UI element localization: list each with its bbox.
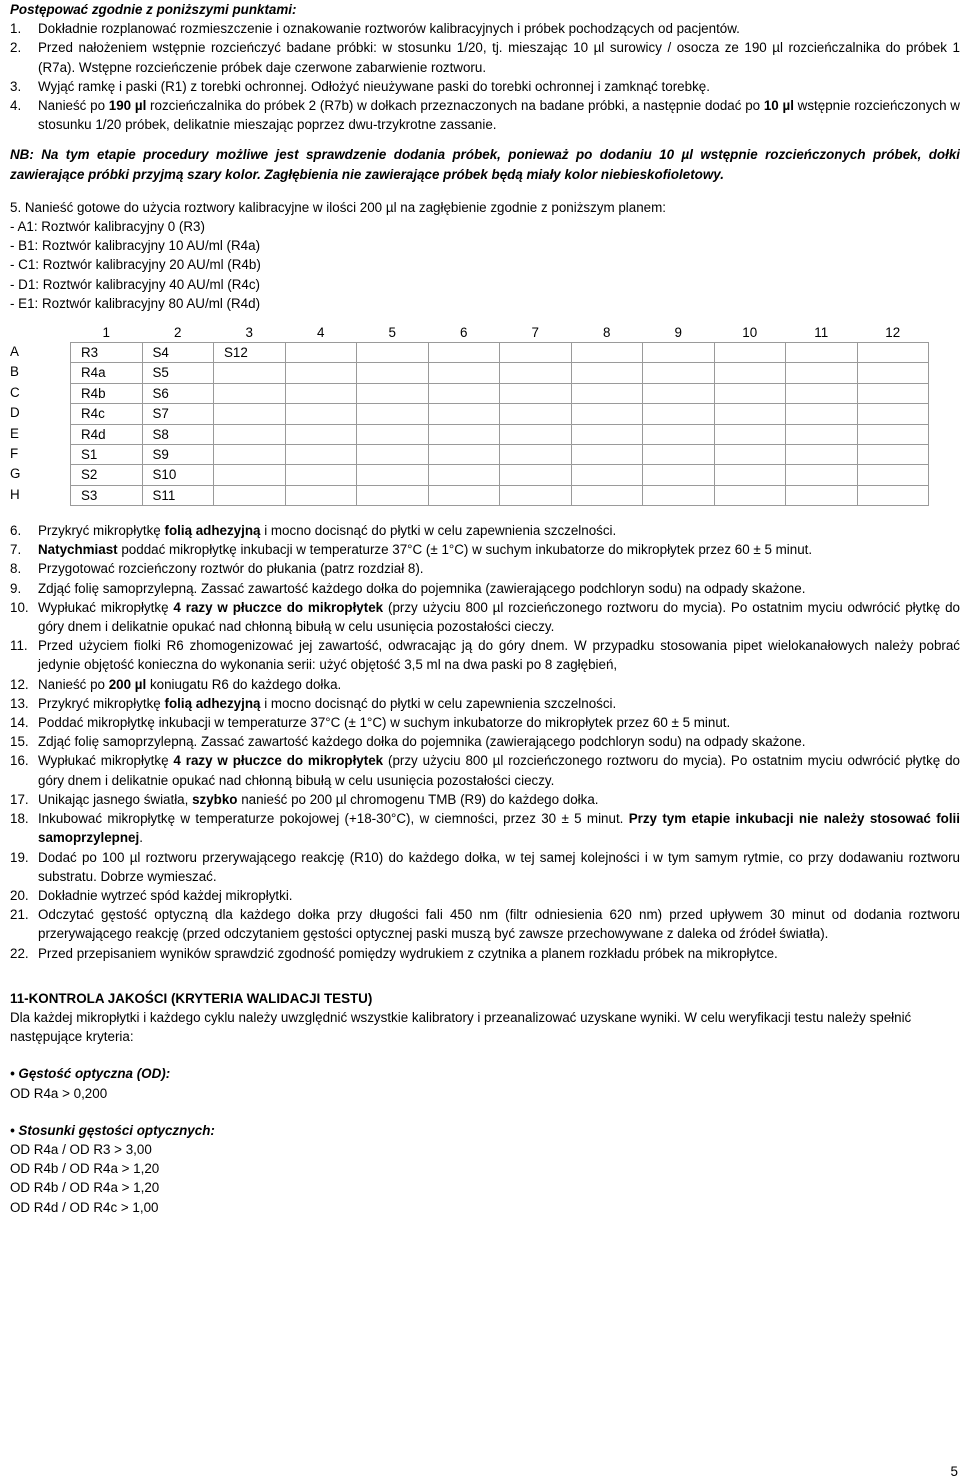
step-text: Przygotować rozcieńczony roztwór do płukania (patrz rozdział 8). (38, 561, 424, 577)
step-number: 10. (10, 599, 29, 615)
plate-well (857, 383, 929, 403)
row-label: E (10, 425, 19, 441)
plate-well (214, 363, 286, 383)
plate-well (786, 404, 858, 424)
plate-well (857, 465, 929, 485)
step-5 (10, 198, 960, 313)
od-values (10, 1084, 960, 1103)
od-value: OD R4a > 0,200 (10, 1085, 108, 1101)
plate-well (214, 485, 286, 505)
ratio-value: OD R4d / OD R4c > 1,00 (10, 1199, 159, 1215)
step-item (10, 675, 960, 694)
column-header: 9 (674, 325, 682, 341)
step-text: Nanieść po (38, 676, 109, 692)
step-item (10, 540, 960, 559)
column-header: 10 (742, 325, 758, 341)
step-text: Unikając jasnego światła, (38, 791, 193, 807)
step-number: 6. (10, 523, 22, 539)
calibrator-item: - D1: Roztwór kalibracyjny 40 AU/ml (R4c) (10, 276, 261, 292)
plate-well: S2 (71, 465, 143, 485)
step-number: 18. (10, 811, 29, 827)
plate-well (714, 383, 786, 403)
plate-well: S9 (142, 445, 214, 465)
step-item (10, 751, 960, 789)
step-number: 3. (10, 78, 22, 94)
step-text: (przy użyciu 800 µl rozcieńczonego roztworu do mycia). Po ostatnim myciu odwrócić płytkę do góry dnem i delikatnie opukać nad chłonną bibułą w celu usunięcia pozostałości cieczy. (38, 599, 960, 635)
plate-well (285, 363, 357, 383)
plate-well (500, 363, 572, 383)
row-label: A (10, 344, 19, 360)
od-title: • Gęstość optyczna (OD): (10, 1066, 171, 1082)
ratio-title: • Stosunki gęstości optycznych: (10, 1122, 215, 1138)
step-text: Przykryć mikropłytkę (38, 695, 165, 711)
plate-well: R4a (71, 363, 143, 383)
plate-well (857, 363, 929, 383)
plate-well (786, 424, 858, 444)
step-item (10, 636, 960, 674)
plate-well (571, 424, 643, 444)
plate-well (428, 485, 500, 505)
step-text: Zdjąć folię samoprzylepną. Zassać zawartość każdego dołka do pojemnika (zawierającego podchloryn sodu) na odpady skażone. (38, 734, 806, 750)
plate-well (357, 445, 429, 465)
column-header: 7 (531, 325, 539, 341)
steps-list-a (10, 19, 960, 96)
plate-well (643, 363, 715, 383)
step-text: Dokładnie rozplanować rozmieszczenie i oznakowanie roztworów kalibracyjnych i próbek pochodzących od pacjentów. (38, 21, 740, 37)
step-item (10, 905, 960, 943)
step-text: koniugatu R6 do każdego dołka. (146, 676, 342, 692)
step-number: 9. (10, 580, 22, 596)
plate-well (571, 445, 643, 465)
steps-list-b (10, 521, 960, 963)
plate-well: R3 (71, 343, 143, 363)
plate-well (285, 383, 357, 403)
plate-well (214, 383, 286, 403)
column-header: 3 (245, 325, 253, 341)
section-title: 11-KONTROLA JAKOŚCI (KRYTERIA WALIDACJI TESTU) (10, 990, 373, 1006)
step-item (10, 579, 960, 598)
plate-well (500, 445, 572, 465)
plate-well (285, 485, 357, 505)
plate-well (643, 485, 715, 505)
step-4-text: wstępnie rozcieńczonych w stosunku 1/20 próbek, delikatnie mieszając poprzez dwu-trzykrotne zassanie. (38, 98, 960, 133)
step-text: . (139, 830, 143, 846)
document-page (10, 0, 960, 1217)
step-4-item (10, 96, 960, 134)
plate-well (643, 404, 715, 424)
step-text: Przykryć mikropłytkę (38, 523, 165, 539)
plate-well (714, 424, 786, 444)
plate-well (571, 485, 643, 505)
plate-row (71, 363, 929, 383)
step-text-bold: Przy tym etapie inkubacji nie należy stosować folii samoprzylepnej (38, 811, 960, 846)
plate-well (500, 465, 572, 485)
plate-well (786, 445, 858, 465)
plate-grid (70, 323, 929, 506)
step-item (10, 521, 960, 540)
plate-well (500, 485, 572, 505)
step-number: 22. (10, 945, 29, 961)
plate-well (500, 424, 572, 444)
plate-well (571, 343, 643, 363)
ratio-criteria (10, 1121, 960, 1217)
plate-well (571, 465, 643, 485)
step-text: Dodać po 100 µl roztworu przerywającego reakcję (R10) do każdego dołka, w tej samej kolejności i w tym samym rytmie, co przy dodawaniu roztworu substratu. Dobrze wymieszać. (38, 849, 960, 884)
step-4-bold: 190 µl (108, 98, 147, 114)
plate-well (285, 424, 357, 444)
step-text: i mocno docisnąć do płytki w celu zapewnienia szczelności. (260, 523, 617, 539)
plate-well (714, 465, 786, 485)
plate-well (857, 445, 929, 465)
plate-well: R4b (71, 383, 143, 403)
step-item (10, 848, 960, 886)
plate-well (500, 383, 572, 403)
plate-well (643, 343, 715, 363)
row-label: D (10, 405, 20, 421)
step-text: Wypłukać mikropłytkę (38, 753, 174, 769)
plate-well (857, 343, 929, 363)
calibrator-item: - C1: Roztwór kalibracyjny 20 AU/ml (R4b) (10, 257, 261, 273)
step-item (10, 944, 960, 963)
step-text: Przed użyciem fiolki R6 zhomogenizować jej zawartość, odwracając ją do góry dnem. W przypadku stosowania pipet wielokanałowych należy pobrać jedynie objętość konieczna do wykonania serii: użyć objętość 3,5 ml na dwa paski po 8 zagłębień, (38, 638, 960, 673)
plate-well (357, 363, 429, 383)
plate-well: S11 (142, 485, 214, 505)
row-label: C (10, 384, 20, 400)
plate-well (428, 383, 500, 403)
calibrator-item: - A1: Roztwór kalibracyjny 0 (R3) (10, 219, 205, 235)
plate-well (285, 465, 357, 485)
od-criteria (10, 1064, 960, 1102)
plate-well (428, 445, 500, 465)
plate-well (571, 363, 643, 383)
plate-well (643, 383, 715, 403)
column-header: 5 (388, 325, 396, 341)
plate-well (714, 485, 786, 505)
plate-well (714, 363, 786, 383)
step-number: 1. (10, 21, 22, 37)
page-number: 5 (950, 1464, 958, 1479)
plate-well: S12 (214, 343, 286, 363)
plate-well (214, 445, 286, 465)
plate-well (357, 485, 429, 505)
step-item (10, 694, 960, 713)
plate-well (857, 485, 929, 505)
plate-well (357, 383, 429, 403)
column-header: 11 (814, 325, 829, 341)
ratio-values (10, 1140, 960, 1217)
plate-well (357, 404, 429, 424)
step-4-text: Nanieść po (38, 98, 109, 114)
plate-well: S5 (142, 363, 214, 383)
plate-well: S4 (142, 343, 214, 363)
calibrator-item: - E1: Roztwór kalibracyjny 80 AU/ml (R4d) (10, 295, 261, 311)
column-header: 1 (102, 325, 110, 341)
plate-well (500, 343, 572, 363)
step-text-bold: folią adhezyjną (164, 523, 261, 539)
plate-well (571, 383, 643, 403)
step-4-bold: 10 µl (763, 98, 794, 114)
plate-well (857, 404, 929, 424)
step-item (10, 886, 960, 905)
step-number: 12. (10, 676, 29, 692)
step-number: 15. (10, 734, 29, 750)
row-label: G (10, 466, 21, 482)
plate-well (214, 404, 286, 424)
plate-well: R4d (71, 424, 143, 444)
plate-well (714, 404, 786, 424)
plate-well (786, 343, 858, 363)
plate-well (643, 424, 715, 444)
step-number: 14. (10, 715, 29, 731)
step-text: Odczytać gęstość optyczną dla każdego dołka przy długości fali 450 nm (filtr odniesienia 620 nm) przed upływem 30 minut od dodania roztworu przerywającego reakcję (przed odczytaniem gęstości optycznej paski muszą być zawsze przechowywane z daleka od źródeł światła). (38, 907, 960, 942)
plate-well (500, 404, 572, 424)
step-text-bold: 200 µl (108, 676, 147, 692)
plate-row (71, 383, 929, 403)
step-number: 19. (10, 849, 29, 865)
step-text: poddać mikropłytkę inkubacji w temperaturze 37°C (± 1°C) w suchym inkubatorze do mikropłytek przez 60 ± 5 minut. (117, 542, 813, 558)
step-number: 7. (10, 542, 22, 558)
column-header: 2 (174, 325, 182, 341)
step-item (10, 598, 960, 636)
step-text: Poddać mikropłytkę inkubacji w temperaturze 37°C (± 1°C) w suchym inkubatorze do mikropłytek przez 60 ± 5 minut. (38, 715, 731, 731)
step-number: 4. (10, 98, 22, 114)
plate-well (357, 424, 429, 444)
plate-well (214, 465, 286, 485)
step-text-bold: Natychmiast (38, 542, 118, 558)
plate-row (71, 485, 929, 505)
plate-well (214, 424, 286, 444)
plate-well (428, 424, 500, 444)
step-item (10, 77, 960, 96)
ratio-value: OD R4b / OD R4a > 1,20 (10, 1180, 160, 1196)
step-4-text: rozcieńczalnika do próbek 2 (R7b) w dołkach przeznaczonych na badane próbki, a następnie dodać po (146, 98, 764, 114)
plate-well (714, 343, 786, 363)
step-item (10, 19, 960, 38)
plate-well (285, 404, 357, 424)
plate-row (71, 424, 929, 444)
step-item (10, 559, 960, 578)
plate-well (428, 404, 500, 424)
plate-row (71, 343, 929, 363)
step-text: Przed przepisaniem wyników sprawdzić zgodność pomiędzy wydrukiem z czytnika a planem rozkładu próbek na mikropłytce. (38, 945, 778, 961)
column-header: 12 (885, 325, 901, 341)
step-text-bold: 4 razy w płuczce do mikropłytek (173, 753, 384, 769)
plate-row-labels (10, 342, 50, 505)
step-text: (przy użyciu 800 µl rozcieńczonego roztworu do mycia). Po ostatnim myciu odwrócić płytkę do góry dnem i delikatnie opukać nad chłonną bibułą w celu usunięcia pozostałości cieczy. (38, 753, 960, 788)
step-item (10, 809, 960, 847)
plate-well: R4c (71, 404, 143, 424)
plate-well (643, 445, 715, 465)
step-item (10, 713, 960, 732)
plate-well (714, 445, 786, 465)
row-label: F (10, 446, 19, 461)
row-label: H (10, 486, 20, 502)
step-text: Inkubować mikropłytkę w temperaturze pokojowej (+18-30°C), w ciemności, przez 30 ± 5 minut. (38, 811, 629, 827)
plate-well (857, 424, 929, 444)
plate-well (357, 465, 429, 485)
plate-well (357, 343, 429, 363)
plate-well: S1 (71, 445, 143, 465)
plate-well (428, 465, 500, 485)
plate-well (428, 363, 500, 383)
plate-well (786, 485, 858, 505)
plate-well: S6 (142, 383, 214, 403)
ratio-value: OD R4a / OD R3 > 3,00 (10, 1141, 152, 1157)
step-number: 13. (10, 695, 29, 711)
step-text-bold: szybko (192, 791, 238, 807)
step-text: Przed nałożeniem wstępnie rozcieńczyć badane próbki: w stosunku 1/20, tj. mieszając 10 µl surowicy / osocza ze 190 µl rozcieńczalnika do próbek 1 (R7a). Wstępne rozcieńczenie próbek daje czerwone zabarwienie roztworu. (38, 40, 960, 75)
plate-well (285, 445, 357, 465)
step-5-text: 5. Nanieść gotowe do użycia roztwory kalibracyjne w ilości 200 µl na zagłębienie zgodnie z poniższym planem: (10, 199, 667, 215)
step-text: nanieść po 200 µl chromogenu TMB (R9) do każdego dołka. (237, 791, 599, 807)
calibrator-list (10, 217, 960, 313)
plate-well (285, 343, 357, 363)
step-item (10, 732, 960, 751)
plate-layout (10, 323, 960, 509)
column-header: 8 (603, 325, 611, 341)
plate-row (71, 465, 929, 485)
plate-well: S3 (71, 485, 143, 505)
section-intro: Dla każdej mikropłytki i każdego cyklu należy uwzględnić wszystkie kalibratory i przeanalizować uzyskane wyniki. W celu weryfikacji testu należy spełnić następujące kryteria: (10, 1009, 912, 1045)
step-number: 17. (10, 791, 29, 807)
nb-note: NB: Na tym etapie procedury możliwe jest sprawdzenie dodania próbek, ponieważ po dodaniu 10 µl wstępnie rozcieńczonych próbek, dołki zawierające próbki przyjmą szary kolor. Zagłębienia nie zawierające próbek będą miały kolor niebieskofioletowy. (10, 147, 960, 182)
procedure-heading: Postępować zgodnie z poniższymi punktami: (10, 2, 297, 17)
plate-row (71, 445, 929, 465)
step-item (10, 38, 960, 76)
plate-well (643, 465, 715, 485)
step-text-bold: 4 razy w płuczce do mikropłytek (173, 599, 384, 615)
column-header: 4 (317, 325, 325, 341)
plate-well: S7 (142, 404, 214, 424)
step-number: 2. (10, 40, 22, 56)
plate-row (71, 404, 929, 424)
plate-well (571, 404, 643, 424)
step-item (10, 790, 960, 809)
step-text-bold: folią adhezyjną (164, 695, 261, 711)
row-label: B (10, 364, 19, 380)
quality-control-section (10, 989, 960, 1217)
plate-well (786, 465, 858, 485)
step-text: i mocno docisnąć do płytki w celu zapewnienia szczelności. (260, 695, 617, 711)
step-number: 8. (10, 561, 22, 577)
plate-well (428, 343, 500, 363)
step-number: 20. (10, 887, 29, 903)
step-number: 21. (10, 907, 29, 923)
step-4 (10, 96, 960, 134)
step-number: 16. (10, 753, 29, 769)
step-text: Wyjąć ramkę i paski (R1) z torebki ochronnej. Odłożyć nieużywane paski do torebki ochronnej i zamknąć torebkę. (38, 78, 710, 94)
plate-well: S8 (142, 424, 214, 444)
plate-well (786, 363, 858, 383)
plate-well (786, 383, 858, 403)
step-text: Zdjąć folię samoprzylepną. Zassać zawartość każdego dołka do pojemnika (zawierającego podchloryn sodu) na odpady skażone. (38, 580, 806, 596)
step-number: 11. (10, 638, 28, 654)
step-text: Wypłukać mikropłytkę (38, 599, 174, 615)
column-header: 6 (460, 325, 468, 341)
step-text: Dokładnie wytrzeć spód każdej mikropłytki. (38, 887, 293, 903)
plate-well: S10 (142, 465, 214, 485)
calibrator-item: - B1: Roztwór kalibracyjny 10 AU/ml (R4a) (10, 238, 261, 254)
ratio-value: OD R4b / OD R4a > 1,20 (10, 1161, 160, 1177)
